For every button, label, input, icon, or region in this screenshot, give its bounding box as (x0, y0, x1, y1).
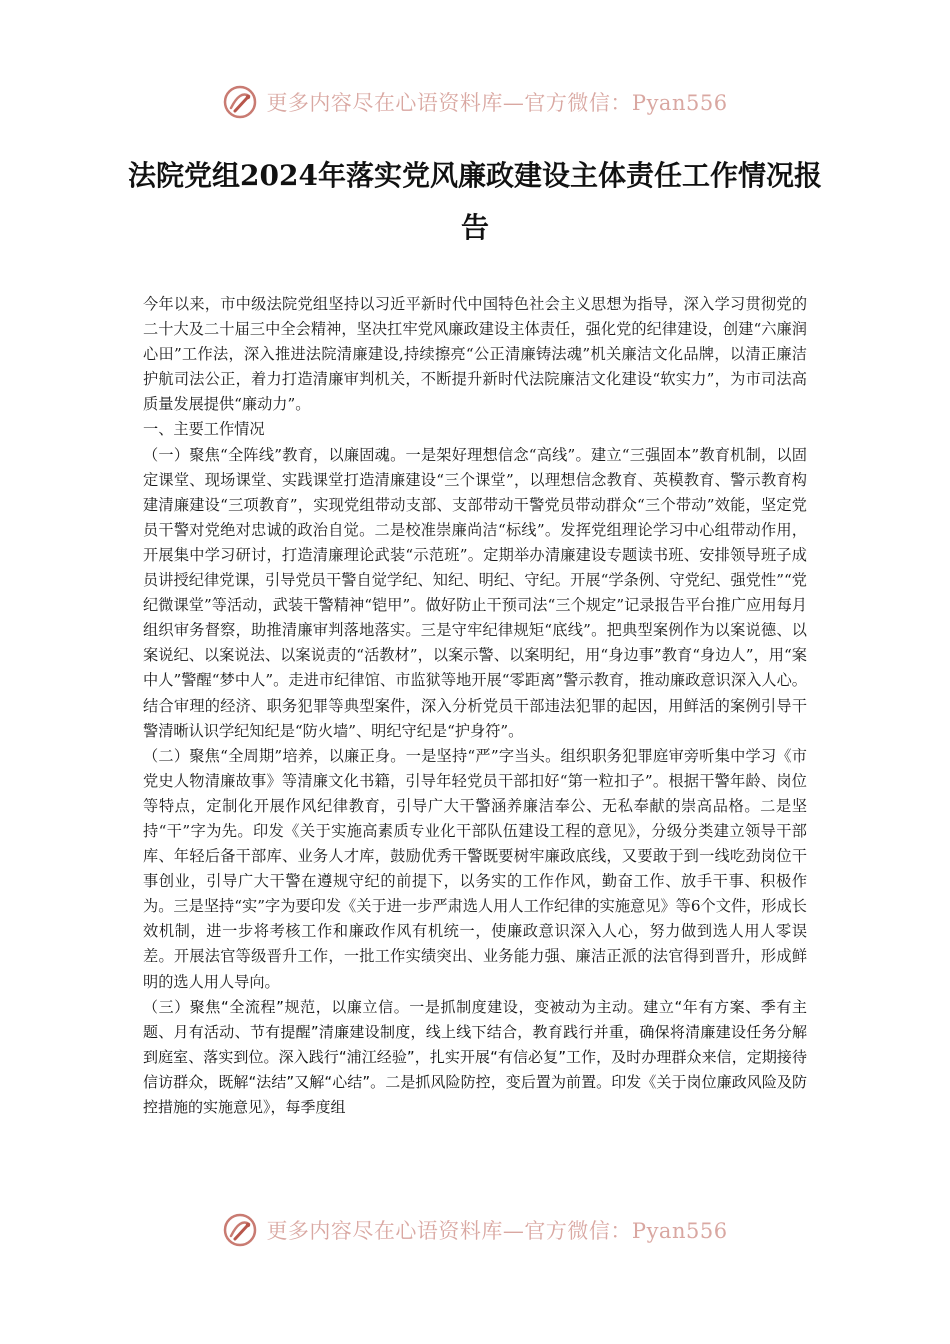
watermark-banner-top (0, 80, 950, 124)
watermark-text: 更多内容尽在心语资料库—官方微信：Pyan556 (266, 1219, 728, 1243)
section-heading: 一、主要工作情况 (143, 420, 265, 439)
paragraph-section-3: （三）聚焦“全流程”规范，以廉立信。一是抓制度建设，变被动为主动。建立“年有方案、季有主题、月有活动、节有提醒”清廉建设制度，线上线下结合，教育践行并重，确保将清廉建设任务分解到庭室、落实到位。深入践行“浦江经验”，扎实开展“有信必复”工作，及时办理群众来信，定期接待信访群众，既解“法结”又解“心结”。二是抓风险防控，变后置为前置。印发《关于岗位廉政风险及防控措施的实施意见》，每季度组 (143, 997, 807, 1116)
paragraph-section-2: （二）聚焦“全周期”培养，以廉正身。一是坚持“严”字当头。组织职务犯罪庭审旁听集中学习《市党史人物清廉故事》等清廉文化书籍，引导年轻党员干部扣好“第一粒扣子”。根据干警年龄、岗位等特点，定制化开展作风纪律教育，引导广大干警涵养廉洁奉公、无私奉献的崇高品格。二是坚持“干”字为先。印发《关于实施高素质专业化干部队伍建设工程的意见》，分级分类建立领导干部库、年轻后备干部库、业务人才库，鼓励优秀干警既要树牢廉政底线，又要敢于到一线吃劲岗位干事创业，引导广大干警在遵规守纪的前提下，以务实的工作作风，勤奋工作、放手干事、积极作为。三是坚持“实”字为要印发《关于进一步严肃选人用人工作纪律的实施意见》等6个文件，形成长效机制，进一步将考核工作和廉政作风有机统一，使廉政意识深入人心，努力做到选人用人零误差。开展法官等级晋升工作，一批工作实绩突出、业务能力强、廉洁正派的法官得到晋升，形成鲜明的选人用人导向。 (143, 746, 807, 991)
watermark-logo-icon (222, 1212, 258, 1248)
paragraph-section-1: （一）聚焦“全阵线”教育，以廉固魂。一是架好理想信念“高线”。建立“三强固本”教育机制，以固定课堂、现场课堂、实践课堂打造清廉建设“三个课堂”，以理想信念教育、英模教育、警示教育构建清廉建设“三项教育”，实现党组带动支部、支部带动干警党员带动群众“三个带动”效能，坚定党员干警对党绝对忠诚的政治自觉。二是校准崇廉尚洁“标线”。发挥党组理论学习中心组带动作用，开展集中学习研讨，打造清廉理论武装“示范班”。定期举办清廉建设专题读书班、安排领导班子成员讲授纪律党课，引导党员干警自觉学纪、知纪、明纪、守纪。开展“学条例、守党纪、强党性”“党纪微课堂”等活动，武装干警精神“铠甲”。做好防止干预司法“三个规定”记录报告平台推广应用每月组织审务督察，助推清廉审判落地落实。三是守牢纪律规矩“底线”。把典型案例作为以案说德、以案说纪、以案说法、以案说责的“活教材”，以案示警、以案明纪，用“身边事”教育“身边人”，用“案中人”警醒“梦中人”。走进市纪律馆、市监狱等地开展“零距离”警示教育，推动廉政意识深入人心。结合审理的经济、职务犯罪等典型案件，深入分析党员干部违法犯罪的起因，用鲜活的案例引导干警清晰认识学纪知纪是“防火墙”、明纪守纪是“护身符”。 (143, 445, 807, 740)
document-title: 法院党组2024年落实党风廉政建设主体责任工作情况报告 (128, 159, 822, 244)
watermark-banner-bottom (0, 1208, 950, 1252)
paragraph-intro: 今年以来，市中级法院党组坚持以习近平新时代中国特色社会主义思想为指导，深入学习贯彻党的二十大及二十届三中全会精神，坚决扛牢党风廉政建设主体责任，强化党的纪律建设，创建“六廉润心田”工作法，深入推进法院清廉建设,持续擦亮“公正清廉铸法魂”机关廉洁文化品牌，以清正廉洁护航司法公正，着力打造清廉审判机关，不断提升新时代法院廉洁文化建设“软实力”，为市司法高质量发展提供“廉动力”。 (143, 295, 807, 414)
watermark-logo-icon (222, 84, 258, 120)
watermark-text: 更多内容尽在心语资料库—官方微信：Pyan556 (266, 91, 728, 115)
document-body (143, 292, 807, 1120)
